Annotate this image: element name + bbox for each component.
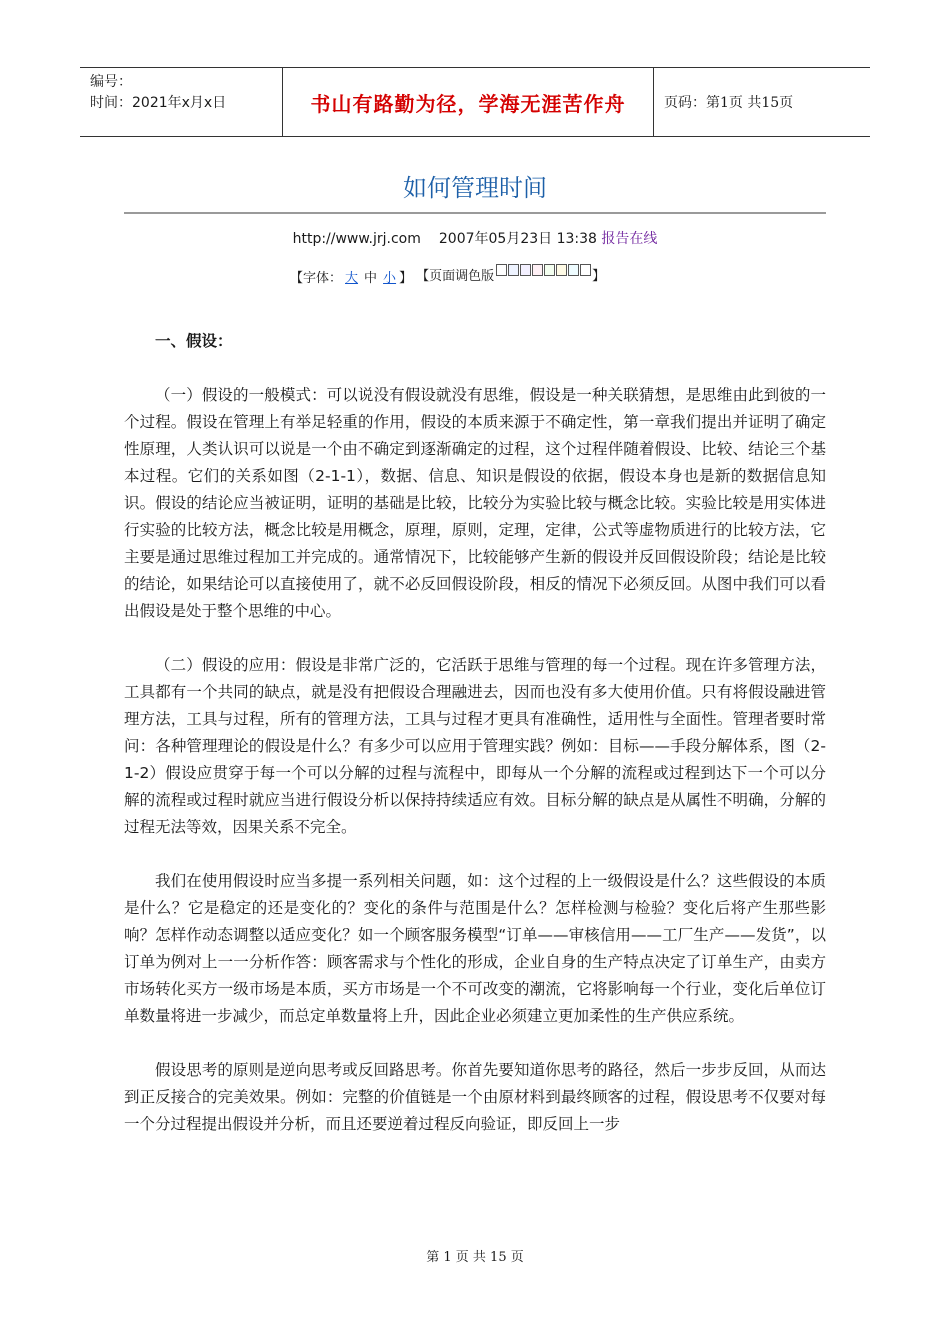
font-medium-link[interactable]: 中: [364, 271, 378, 286]
color-swatch-6[interactable]: [556, 264, 567, 276]
article-datetime: 2007年05月23日 13:38: [438, 231, 597, 247]
article-body: [124, 328, 826, 1165]
color-swatch-1[interactable]: [496, 264, 507, 276]
font-size-controls: [290, 262, 605, 286]
header-number-label: 编号：: [90, 74, 132, 90]
paragraph-2: （二）假设的应用：假设是非常广泛的，它活跃于思维与管理的每一个过程。现在许多管理方法，工具都有一个共同的缺点，就是没有把假设合理融进去，因而也没有多大使用价值。只有将假设融进管理方法，工具与过程，所有的管理方法，工具与过程才更具有准确性，适用性与全面性。管理者要时常问：各种管理理论的假设是什么？有多少可以应用于管理实践？例如：目标——手段分解体系，图（2-1-2）假设应贯穿于每一个可以分解的过程与流程中，即每从一个分解的流程或过程到达下一个可以分解的流程或过程时就应当进行假设分析以保持持续适应有效。目标分解的缺点是从属性不明确，分解的过程无法等效，因果关系不完全。: [124, 656, 826, 836]
header-page-code: 页码：第1页 共15页: [664, 95, 794, 111]
color-swatch-3[interactable]: [520, 264, 531, 276]
font-prefix: 【字体：: [290, 271, 343, 286]
font-large-link[interactable]: 大: [345, 271, 359, 286]
color-swatch-4[interactable]: [532, 264, 543, 276]
article-source-link[interactable]: 报告在线: [601, 231, 658, 247]
color-swatches: [496, 262, 592, 276]
article-url: http://www.jrj.com: [292, 231, 421, 247]
header-meta: [80, 68, 282, 136]
color-swatch-8[interactable]: [580, 264, 591, 276]
color-prefix: 【页面调色版: [416, 269, 495, 284]
footer-page-number: 第 1 页 共 15 页: [426, 1250, 524, 1265]
color-suffix: 】: [592, 269, 606, 284]
page-footer: [0, 1246, 950, 1265]
header-motto: 书山有路勤为径，学海无涯苦作舟: [282, 68, 654, 136]
font-suffix: 】: [399, 271, 413, 286]
article-meta: [0, 228, 950, 248]
document-header: [80, 67, 870, 137]
paragraph-3: 我们在使用假设时应当多提一系列相关问题，如：这个过程的上一级假设是什么？这些假设的本质是什么？它是稳定的还是变化的？变化的条件与范围是什么？怎样检测与检验？变化后将产生那些影响？怎样作动态调整以适应变化？如一个顾客服务模型“订单——审核信用——工厂生产——发货”，以订单为例对上一一分析作答：顾客需求与个性化的形成，企业自身的生产特点决定了订单生产，由卖方市场转化买方一级市场是本质，买方市场是一个不可改变的潮流，它将影响每一个行业，变化后单位订单数量将进一步减少，而总定单数量将上升，因此企业必须建立更加柔性的生产供应系统。: [124, 872, 826, 1025]
header-time-label: 时间：2021年x月x日: [90, 95, 227, 111]
title-divider: [124, 212, 826, 214]
color-swatch-2[interactable]: [508, 264, 519, 276]
color-swatch-7[interactable]: [568, 264, 579, 276]
font-small-link[interactable]: 小: [383, 271, 397, 286]
color-palette-group: [416, 262, 605, 284]
font-size-group: [290, 267, 412, 286]
paragraph-1: （一）假设的一般模式：可以说没有假设就没有思维，假设是一种关联猜想，是思维由此到彼的一个过程。假设在管理上有举足轻重的作用，假设的本质来源于不确定性，第一章我们提出并证明了确定性原理，人类认识可以说是一个由不确定到逐渐确定的过程，这个过程伴随着假设、比较、结论三个基本过程。它们的关系如图（2-1-1），数据、信息、知识是假设的依据，假设本身也是新的数据信息知识。假设的结论应当被证明，证明的基础是比较，比较分为实验比较与概念比较。实验比较是用实体进行实验的比较方法，概念比较是用概念，原理，原则，定理，定律，公式等虚物质进行的比较方法，它主要是通过思维过程加工并完成的。通常情况下，比较能够产生新的假设并反回假设阶段；结论是比较的结论，如果结论可以直接使用了，就不必反回假设阶段，相反的情况下必须反回。从图中我们可以看出假设是处于整个思维的中心。: [124, 386, 826, 620]
page-title: 如何管理时间: [403, 174, 547, 202]
paragraph-4: 假设思考的原则是逆向思考或反回路思考。你首先要知道你思考的路径，然后一步步反回，从而达到正反接合的完美效果。例如：完整的价值链是一个由原材料到最终顾客的过程，假设思考不仅要对每一个分过程提出假设并分析，而且还要逆着过程反向验证，即反回上一步: [124, 1061, 826, 1133]
color-swatch-5[interactable]: [544, 264, 555, 276]
section-heading-hypothesis: 一、假设：: [155, 332, 233, 350]
